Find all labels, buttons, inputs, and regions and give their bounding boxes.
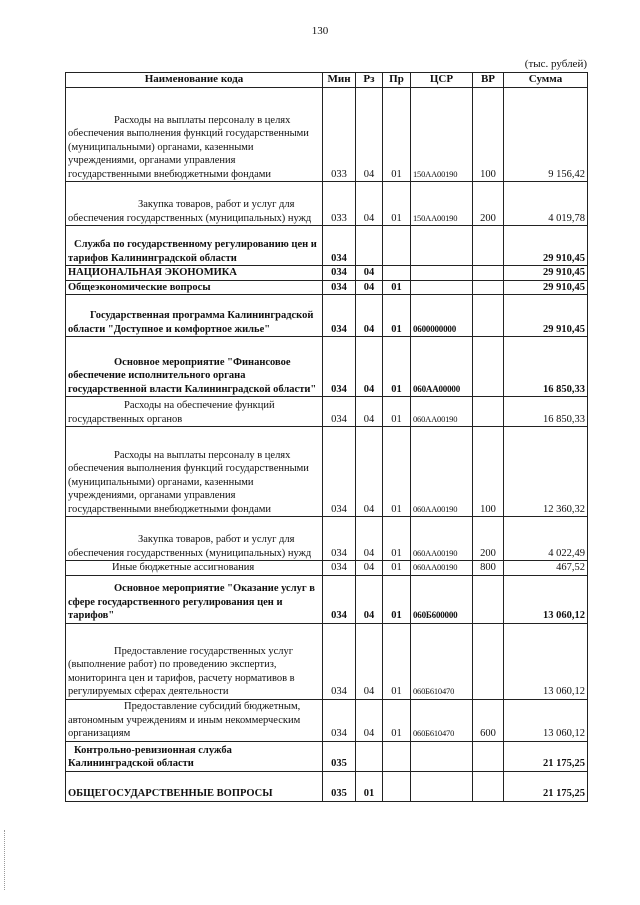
table-row	[66, 266, 588, 281]
row-vr	[473, 295, 504, 337]
row-min: 034	[323, 427, 356, 517]
table-row	[66, 397, 588, 427]
row-sum: 29 910,45	[504, 295, 588, 337]
row-min: 035	[323, 741, 356, 771]
row-sum: 29 910,45	[504, 266, 588, 281]
row-vr: 100	[473, 427, 504, 517]
table-row	[66, 226, 588, 266]
row-name: Закупка товаров, работ и услуг для обеспечения государственных (муниципальных) нужд	[66, 517, 323, 561]
row-min: 034	[323, 397, 356, 427]
table-row	[66, 517, 588, 561]
row-sum: 4 022,49	[504, 517, 588, 561]
row-pr	[383, 771, 411, 801]
row-sum: 13 060,12	[504, 575, 588, 623]
row-csr	[411, 226, 473, 266]
row-sum: 21 175,25	[504, 771, 588, 801]
row-csr: 060АА00000	[411, 337, 473, 397]
row-vr: 100	[473, 88, 504, 182]
row-rz	[356, 741, 383, 771]
row-vr	[473, 575, 504, 623]
table-row	[66, 561, 588, 576]
row-rz: 04	[356, 699, 383, 741]
row-csr: 0600000000	[411, 295, 473, 337]
col-header-csr: ЦСР	[411, 73, 473, 88]
row-pr: 01	[383, 623, 411, 699]
row-sum: 16 850,33	[504, 337, 588, 397]
table-row	[66, 771, 588, 801]
row-csr: 060АА00190	[411, 397, 473, 427]
row-pr: 01	[383, 337, 411, 397]
row-sum: 467,52	[504, 561, 588, 576]
row-pr: 01	[383, 295, 411, 337]
row-name: Расходы на выплаты персоналу в целях обеспечения выполнения функций государственными (муниципальными) органами, казенными учреждениями, органами управления государственными внебюджетными фондами	[66, 88, 323, 182]
row-rz: 04	[356, 575, 383, 623]
row-vr	[473, 771, 504, 801]
row-vr	[473, 280, 504, 295]
row-min: 035	[323, 771, 356, 801]
table-header-row	[66, 73, 588, 88]
row-rz: 04	[356, 182, 383, 226]
row-vr	[473, 266, 504, 281]
scan-edge-marks	[4, 830, 7, 890]
table-row	[66, 88, 588, 182]
row-min: 034	[323, 575, 356, 623]
table-row	[66, 623, 588, 699]
row-pr: 01	[383, 575, 411, 623]
row-csr: 060Б610470	[411, 699, 473, 741]
row-csr: 150АА00190	[411, 88, 473, 182]
row-pr: 01	[383, 182, 411, 226]
row-vr: 800	[473, 561, 504, 576]
row-csr: 150АА00190	[411, 182, 473, 226]
row-sum: 16 850,33	[504, 397, 588, 427]
table-row	[66, 280, 588, 295]
row-csr	[411, 771, 473, 801]
row-csr	[411, 266, 473, 281]
row-rz: 04	[356, 266, 383, 281]
row-vr	[473, 397, 504, 427]
row-vr: 600	[473, 699, 504, 741]
col-header-min: Мин	[323, 73, 356, 88]
col-header-pr: Пр	[383, 73, 411, 88]
units-label: (тыс. рублей)	[524, 58, 587, 70]
row-name: Государственная программа Калининградской области "Доступное и комфортное жилье"	[66, 295, 323, 337]
table-row	[66, 699, 588, 741]
row-min: 034	[323, 561, 356, 576]
row-min: 034	[323, 623, 356, 699]
row-pr: 01	[383, 427, 411, 517]
row-vr	[473, 226, 504, 266]
row-name: Расходы на выплаты персоналу в целях обеспечения выполнения функций государственными (муниципальными) органами, казенными учреждениями, органами управления государственными внебюджетными фондами	[66, 427, 323, 517]
row-sum: 12 360,32	[504, 427, 588, 517]
row-name: Служба по государственному регулированию цен и тарифов Калининградской области	[66, 226, 323, 266]
row-sum: 13 060,12	[504, 699, 588, 741]
row-name: ОБЩЕГОСУДАРСТВЕННЫЕ ВОПРОСЫ	[66, 771, 323, 801]
table-row	[66, 575, 588, 623]
col-header-sum: Сумма	[504, 73, 588, 88]
table-row	[66, 741, 588, 771]
row-rz: 04	[356, 623, 383, 699]
row-pr	[383, 226, 411, 266]
table-row	[66, 182, 588, 226]
row-sum: 29 910,45	[504, 280, 588, 295]
row-pr	[383, 741, 411, 771]
row-pr: 01	[383, 280, 411, 295]
row-name: Контрольно-ревизионная служба Калининградской области	[66, 741, 323, 771]
row-pr: 01	[383, 561, 411, 576]
col-header-vr: ВР	[473, 73, 504, 88]
row-vr	[473, 741, 504, 771]
row-csr	[411, 280, 473, 295]
row-vr: 200	[473, 182, 504, 226]
row-pr: 01	[383, 88, 411, 182]
row-sum: 13 060,12	[504, 623, 588, 699]
row-rz: 04	[356, 295, 383, 337]
row-pr: 01	[383, 397, 411, 427]
row-rz: 04	[356, 88, 383, 182]
row-pr	[383, 266, 411, 281]
row-name: Предоставление государственных услуг (выполнение работ) по проведению экспертиз, мониторинга цен и тарифов, расчету нормативов в регулируемых сферах деятельности	[66, 623, 323, 699]
table-row	[66, 295, 588, 337]
row-min: 034	[323, 517, 356, 561]
row-name: НАЦИОНАЛЬНАЯ ЭКОНОМИКА	[66, 266, 323, 281]
row-rz: 04	[356, 337, 383, 397]
row-min: 034	[323, 226, 356, 266]
col-header-rz: Рз	[356, 73, 383, 88]
row-min: 034	[323, 295, 356, 337]
row-sum: 21 175,25	[504, 741, 588, 771]
budget-table	[65, 72, 588, 802]
row-rz: 04	[356, 427, 383, 517]
row-min: 034	[323, 266, 356, 281]
row-rz: 01	[356, 771, 383, 801]
row-rz: 04	[356, 561, 383, 576]
row-csr: 060АА00190	[411, 427, 473, 517]
row-name: Общеэкономические вопросы	[66, 280, 323, 295]
row-rz	[356, 226, 383, 266]
row-pr: 01	[383, 517, 411, 561]
row-vr	[473, 623, 504, 699]
row-csr: 060Б610470	[411, 623, 473, 699]
row-rz: 04	[356, 517, 383, 561]
row-min: 033	[323, 88, 356, 182]
row-pr: 01	[383, 699, 411, 741]
row-vr	[473, 337, 504, 397]
row-name: Иные бюджетные ассигнования	[66, 561, 323, 576]
page-number: 130	[311, 25, 329, 37]
row-sum: 4 019,78	[504, 182, 588, 226]
row-min: 034	[323, 337, 356, 397]
table-row	[66, 427, 588, 517]
row-rz: 04	[356, 397, 383, 427]
row-csr	[411, 741, 473, 771]
row-min: 034	[323, 280, 356, 295]
row-csr: 060АА00190	[411, 561, 473, 576]
row-min: 034	[323, 699, 356, 741]
row-sum: 29 910,45	[504, 226, 588, 266]
row-name: Закупка товаров, работ и услуг для обеспечения государственных (муниципальных) нужд	[66, 182, 323, 226]
row-name: Основное мероприятие "Финансовое обеспечение исполнительного органа государственной власти Калининградской области"	[66, 337, 323, 397]
row-name: Предоставление субсидий бюджетным, автономным учреждениям и иным некоммерческим организациям	[66, 699, 323, 741]
row-csr: 060Б600000	[411, 575, 473, 623]
row-min: 033	[323, 182, 356, 226]
row-vr: 200	[473, 517, 504, 561]
row-name: Основное мероприятие "Оказание услуг в сфере государственного регулирования цен и тарифов"	[66, 575, 323, 623]
row-rz: 04	[356, 280, 383, 295]
col-header-name: Наименование кода	[66, 73, 323, 88]
row-name: Расходы на обеспечение функций государственных органов	[66, 397, 323, 427]
row-csr: 060АА00190	[411, 517, 473, 561]
row-sum: 9 156,42	[504, 88, 588, 182]
table-row	[66, 337, 588, 397]
